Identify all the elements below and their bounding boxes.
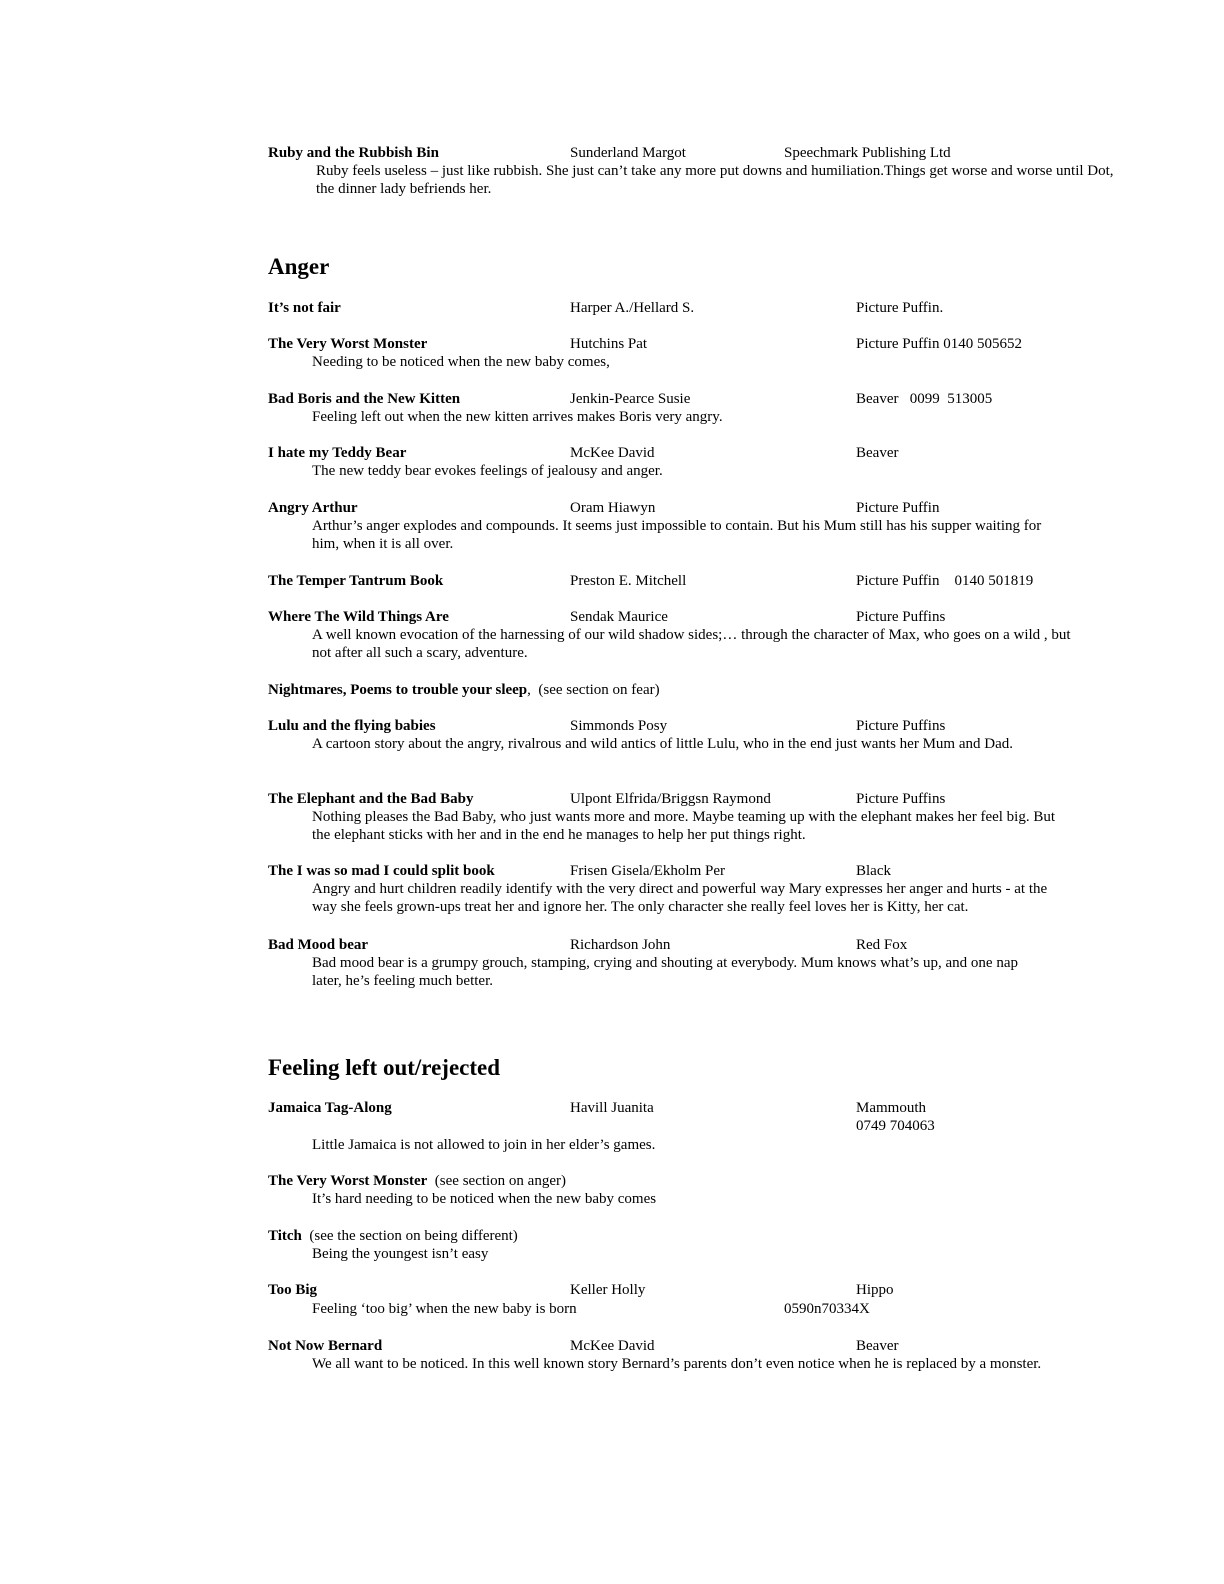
- book-reference: [268, 681, 660, 699]
- book-description: Little Jamaica is not allowed to join in her elder’s games.: [312, 1137, 656, 1153]
- book-title: I hate my Teddy Bear: [268, 445, 407, 461]
- book-isbn: 0749 704063: [856, 1118, 935, 1134]
- book-publisher: Red Fox: [856, 937, 908, 953]
- book-author: Frisen Gisela/Ekholm Per: [570, 863, 725, 879]
- book-publisher: Beaver: [856, 1338, 899, 1354]
- book-description: We all want to be noticed. In this well known story Bernard’s parents don’t even notice when he is replaced by a monster.: [312, 1356, 1042, 1372]
- book-description: Being the youngest isn’t easy: [312, 1246, 489, 1262]
- cross-reference-note: (see the section on being different): [301, 1228, 518, 1244]
- cross-reference-note: (see section on anger): [427, 1173, 566, 1189]
- book-publisher: Picture Puffin 0140 505652: [856, 336, 1022, 352]
- book-author: Preston E. Mitchell: [570, 573, 687, 589]
- book-author: Jenkin-Pearce Susie: [570, 391, 691, 407]
- section-heading-anger: Anger: [268, 254, 330, 279]
- book-reference: [268, 1227, 518, 1245]
- book-publisher: Picture Puffin.: [856, 300, 944, 316]
- book-author: McKee David: [570, 445, 655, 461]
- book-author: McKee David: [570, 1338, 655, 1354]
- book-publisher: Hippo: [856, 1282, 894, 1298]
- book-title: Jamaica Tag-Along: [268, 1100, 392, 1116]
- book-title: Not Now Bernard: [268, 1338, 383, 1354]
- book-description: Angry and hurt children readily identify with the very direct and powerful way Mary expresses her anger and hurts - at the way she feels grown-ups treat her and ignore her. The only character she really feel loves her is Kitty, her cat.: [312, 881, 1048, 916]
- book-description: Ruby feels useless – just like rubbish. She just can’t take any more put downs and humiliation.Things get worse and worse until Dot, the dinner lady befriends her.: [316, 163, 1114, 198]
- book-publisher: Picture Puffins: [856, 609, 946, 625]
- book-publisher: Picture Puffin: [856, 500, 940, 516]
- book-publisher: Speechmark Publishing Ltd: [784, 145, 951, 161]
- book-author: Harper A./Hellard S.: [570, 300, 695, 316]
- book-title: Nightmares, Poems to trouble your sleep: [268, 682, 528, 698]
- book-publisher: Black: [856, 863, 891, 879]
- book-title: Where The Wild Things Are: [268, 609, 449, 625]
- book-title: Ruby and the Rubbish Bin: [268, 145, 439, 161]
- book-description: Feeling ‘too big’ when the new baby is born: [312, 1301, 577, 1317]
- book-title: The I was so mad I could split book: [268, 863, 495, 879]
- book-title: The Temper Tantrum Book: [268, 573, 444, 589]
- book-title: Lulu and the flying babies: [268, 718, 436, 734]
- book-title: The Very Worst Monster: [268, 336, 428, 352]
- book-title: Titch: [268, 1228, 302, 1244]
- cross-reference-note: , (see section on fear): [527, 682, 660, 698]
- book-author: Hutchins Pat: [570, 336, 648, 352]
- section-heading-left-out: Feeling left out/rejected: [268, 1055, 501, 1080]
- book-author: Sendak Maurice: [570, 609, 668, 625]
- book-author: Simmonds Posy: [570, 718, 668, 734]
- book-isbn: 0590n70334X: [784, 1301, 870, 1317]
- book-author: Ulpont Elfrida/Briggsn Raymond: [570, 791, 771, 807]
- book-title: The Elephant and the Bad Baby: [268, 791, 474, 807]
- book-description: The new teddy bear evokes feelings of jealousy and anger.: [312, 463, 663, 479]
- book-description: Arthur’s anger explodes and compounds. It seems just impossible to contain. But his Mum still has his supper waiting for him, when it is all over.: [312, 518, 1042, 553]
- book-description: Bad mood bear is a grumpy grouch, stamping, crying and shouting at everybody. Mum knows what’s up, and one nap later, he’s feeling much better.: [312, 955, 1018, 990]
- book-title: Too Big: [268, 1282, 318, 1298]
- book-description: A well known evocation of the harnessing of our wild shadow sides;… through the character of Max, who goes on a wild , but not after all such a scary, adventure.: [312, 627, 1071, 662]
- book-description: Needing to be noticed when the new baby comes,: [312, 354, 610, 370]
- book-description: Feeling left out when the new kitten arrives makes Boris very angry.: [312, 409, 723, 425]
- book-publisher: Picture Puffins: [856, 718, 946, 734]
- book-author: Keller Holly: [570, 1282, 646, 1298]
- book-title: Bad Boris and the New Kitten: [268, 391, 461, 407]
- book-publisher: Beaver 0099 513005: [856, 391, 993, 407]
- book-description: Nothing pleases the Bad Baby, who just wants more and more. Maybe teaming up with the elephant makes her feel big. But the elephant sticks with her and in the end he manages to help her put things right.: [312, 809, 1056, 844]
- book-description: A cartoon story about the angry, rivalrous and wild antics of little Lulu, who in the end just wants her Mum and Dad.: [312, 736, 1013, 752]
- book-title: The Very Worst Monster: [268, 1173, 428, 1189]
- book-title: It’s not fair: [268, 300, 341, 316]
- book-publisher: Picture Puffin 0140 501819: [856, 573, 1034, 589]
- book-publisher: Mammouth: [856, 1100, 926, 1116]
- book-publisher: Picture Puffins: [856, 791, 946, 807]
- book-author: Sunderland Margot: [570, 145, 686, 161]
- book-author: Havill Juanita: [570, 1100, 654, 1116]
- book-reference: [268, 1172, 566, 1190]
- book-title: Angry Arthur: [268, 500, 358, 516]
- book-title: Bad Mood bear: [268, 937, 369, 953]
- book-author: Richardson John: [570, 937, 671, 953]
- book-author: Oram Hiawyn: [570, 500, 656, 516]
- book-description: It’s hard needing to be noticed when the new baby comes: [312, 1191, 657, 1207]
- book-publisher: Beaver: [856, 445, 899, 461]
